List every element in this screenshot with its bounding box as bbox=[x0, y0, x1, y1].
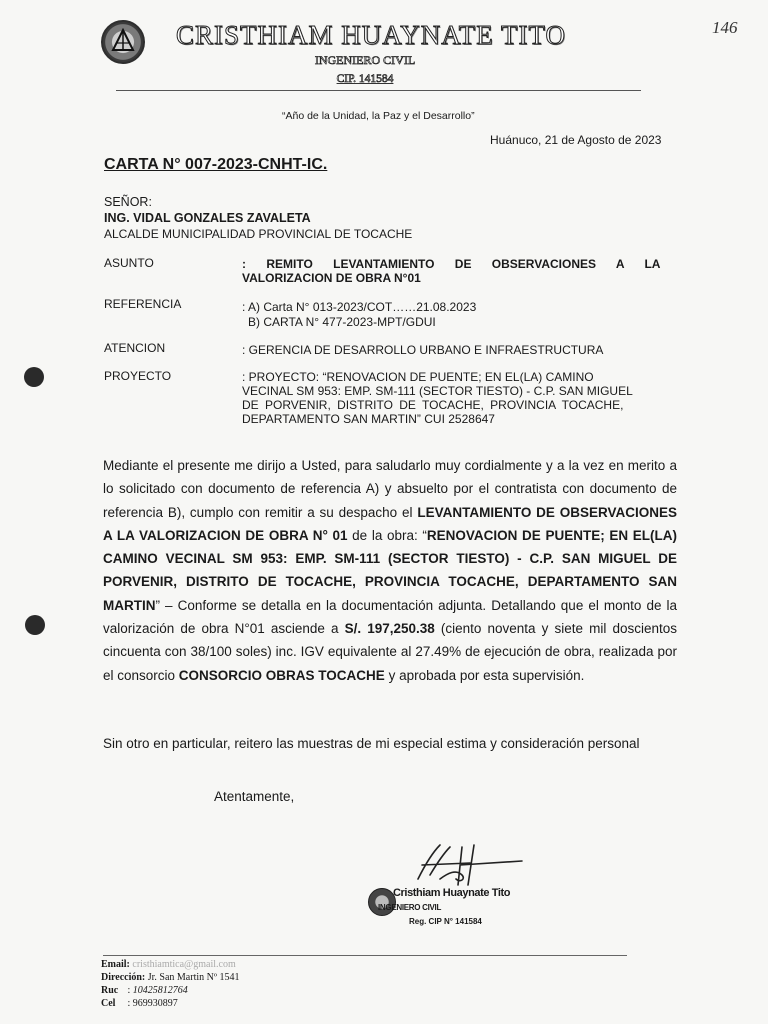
asunto-line-1-text: : REMITO LEVANTAMIENTO DE OBSERVACIONES A LA bbox=[242, 257, 661, 271]
body-text-3: ” – Conforme se detalla en la documentación adjunta. Detallando que el monto de la valorización de obra N°01 asciende a bbox=[103, 597, 677, 637]
letter-body bbox=[103, 454, 677, 687]
handwritten-signature-icon bbox=[400, 835, 530, 895]
field-referencia-value bbox=[242, 300, 678, 330]
footer-address-label: Dirección: bbox=[101, 972, 146, 983]
footer-ruc: 10425812764 bbox=[132, 985, 188, 996]
proyecto-line-2: VECINAL SM 953: EMP. SM-111 (SECTOR TIESTO) - C.P. SAN MIGUEL bbox=[242, 384, 633, 398]
farewell: Atentamente, bbox=[214, 789, 295, 804]
proyecto-line-1: : PROYECTO: “RENOVACION DE PUENTE; EN EL(LA) CAMINO bbox=[242, 370, 594, 384]
footer-cel-row: Cel : 969930897 bbox=[101, 998, 178, 1009]
field-proyecto-value bbox=[242, 370, 678, 426]
letter-number: CARTA N° 007-2023-CNHT-IC. bbox=[104, 156, 328, 173]
letterhead-cip: CIP. 141584 bbox=[336, 73, 394, 85]
field-asunto-label: ASUNTO bbox=[104, 256, 154, 270]
engineer-logo-icon bbox=[101, 20, 145, 64]
footer-contact bbox=[101, 958, 239, 1010]
proyecto-line-3: DE PORVENIR, DISTRITO DE TOCACHE, PROVINCIA TOCACHE, bbox=[242, 398, 624, 412]
header-divider bbox=[116, 90, 641, 91]
triangle-emblem-icon bbox=[111, 28, 135, 54]
footer-email-row bbox=[101, 958, 239, 971]
recipient-block bbox=[104, 194, 412, 242]
asunto-line-1 bbox=[242, 257, 678, 271]
referencia-line-2: B) CARTA N° 477-2023-MPT/GDUI bbox=[248, 315, 436, 329]
footer-address-row bbox=[101, 971, 239, 984]
recipient-position: ALCALDE MUNICIPALIDAD PROVINCIAL DE TOCACHE bbox=[104, 227, 413, 241]
footer-address: Jr. San Martin Nº 1541 bbox=[147, 972, 240, 983]
referencia-line-1: : A) Carta N° 013-2023/COT……21.08.2023 bbox=[242, 300, 477, 314]
year-motto: “Año de la Unidad, la Paz y el Desarrollo” bbox=[282, 110, 475, 122]
proyecto-line-4: DEPARTAMENTO SAN MARTIN” CUI 2528647 bbox=[242, 412, 495, 426]
closing-line: Sin otro en particular, reitero las muestras de mi especial estima y consideración personal bbox=[103, 736, 640, 751]
footer-divider bbox=[103, 955, 627, 956]
recipient-salutation: SEÑOR: bbox=[104, 195, 152, 209]
page-number: 146 bbox=[712, 18, 738, 37]
footer-ruc-label: Ruc bbox=[101, 985, 119, 996]
stamp-name: Cristhiam Huaynate Tito bbox=[393, 887, 511, 899]
body-text-1: Mediante el presente me dirijo a Usted, para saludarlo muy cordialmente y a la vez en merito a lo solicitado con documento de referencia A) y absuelto por el contratista con documento de referencia B), cumplo con remitir a su despacho el bbox=[103, 458, 677, 520]
field-atencion-label: ATENCION bbox=[104, 341, 166, 355]
body-text-5: y aprobada por esta supervisión. bbox=[384, 667, 585, 683]
stamp-cip: Reg. CIP N° 141584 bbox=[409, 917, 482, 926]
stamp-role: INGENIERO CIVIL bbox=[378, 903, 442, 912]
asunto-line-2: VALORIZACION DE OBRA N°01 bbox=[242, 271, 421, 285]
field-proyecto-label: PROYECTO bbox=[104, 369, 172, 383]
footer-email-label: Email: bbox=[101, 959, 130, 970]
footer-email: cristhiamtica@gmail.com bbox=[132, 959, 236, 970]
body-subject-bold: LEVANTAMIENTO DE OBSERVACIONES A LA VALORIZACION DE OBRA N° 01 bbox=[103, 504, 678, 543]
field-atencion-value: : GERENCIA DE DESARROLLO URBANO E INFRAESTRUCTURA bbox=[242, 343, 604, 357]
punch-hole-icon bbox=[24, 367, 44, 387]
punch-hole-icon bbox=[25, 615, 45, 635]
letterhead-title: INGENIERO CIVIL bbox=[314, 53, 416, 67]
body-text-2: de la obra: “ bbox=[347, 527, 427, 543]
field-referencia-label: REFERENCIA bbox=[104, 297, 182, 311]
field-asunto-value bbox=[242, 257, 678, 285]
body-project-bold: RENOVACION DE PUENTE; EN EL(LA) CAMINO VECINAL SM 953: EMP. SM-111 (SECTOR TIESTO) - C.P. SAN MIGUEL DE PORVENIR, DISTRITO DE TOCACHE, PROVINCIA TOCACHE, DEPARTAMENTO SAN MARTIN bbox=[103, 527, 677, 613]
footer-cel: 969930897 bbox=[132, 998, 178, 1009]
footer-cel-label: Cel bbox=[101, 998, 116, 1009]
body-consortium-bold: CONSORCIO OBRAS TOCACHE bbox=[178, 667, 385, 683]
letter-date: Huánuco, 21 de Agosto de 2023 bbox=[490, 133, 662, 147]
footer-ruc-row: Ruc : 10425812764 bbox=[101, 985, 188, 996]
body-amount-bold: S/. 197,250.38 bbox=[344, 621, 435, 637]
body-text-4: (ciento noventa y siete mil doscientos cincuenta con 38/100 soles) inc. IGV equivalente al 27.49% de ejecución de obra, realizada por el consorcio bbox=[103, 621, 677, 683]
recipient-name: ING. VIDAL GONZALES ZAVALETA bbox=[104, 211, 311, 225]
letterhead-name: CRISTHIAM HUAYNATE TITO bbox=[176, 20, 567, 50]
